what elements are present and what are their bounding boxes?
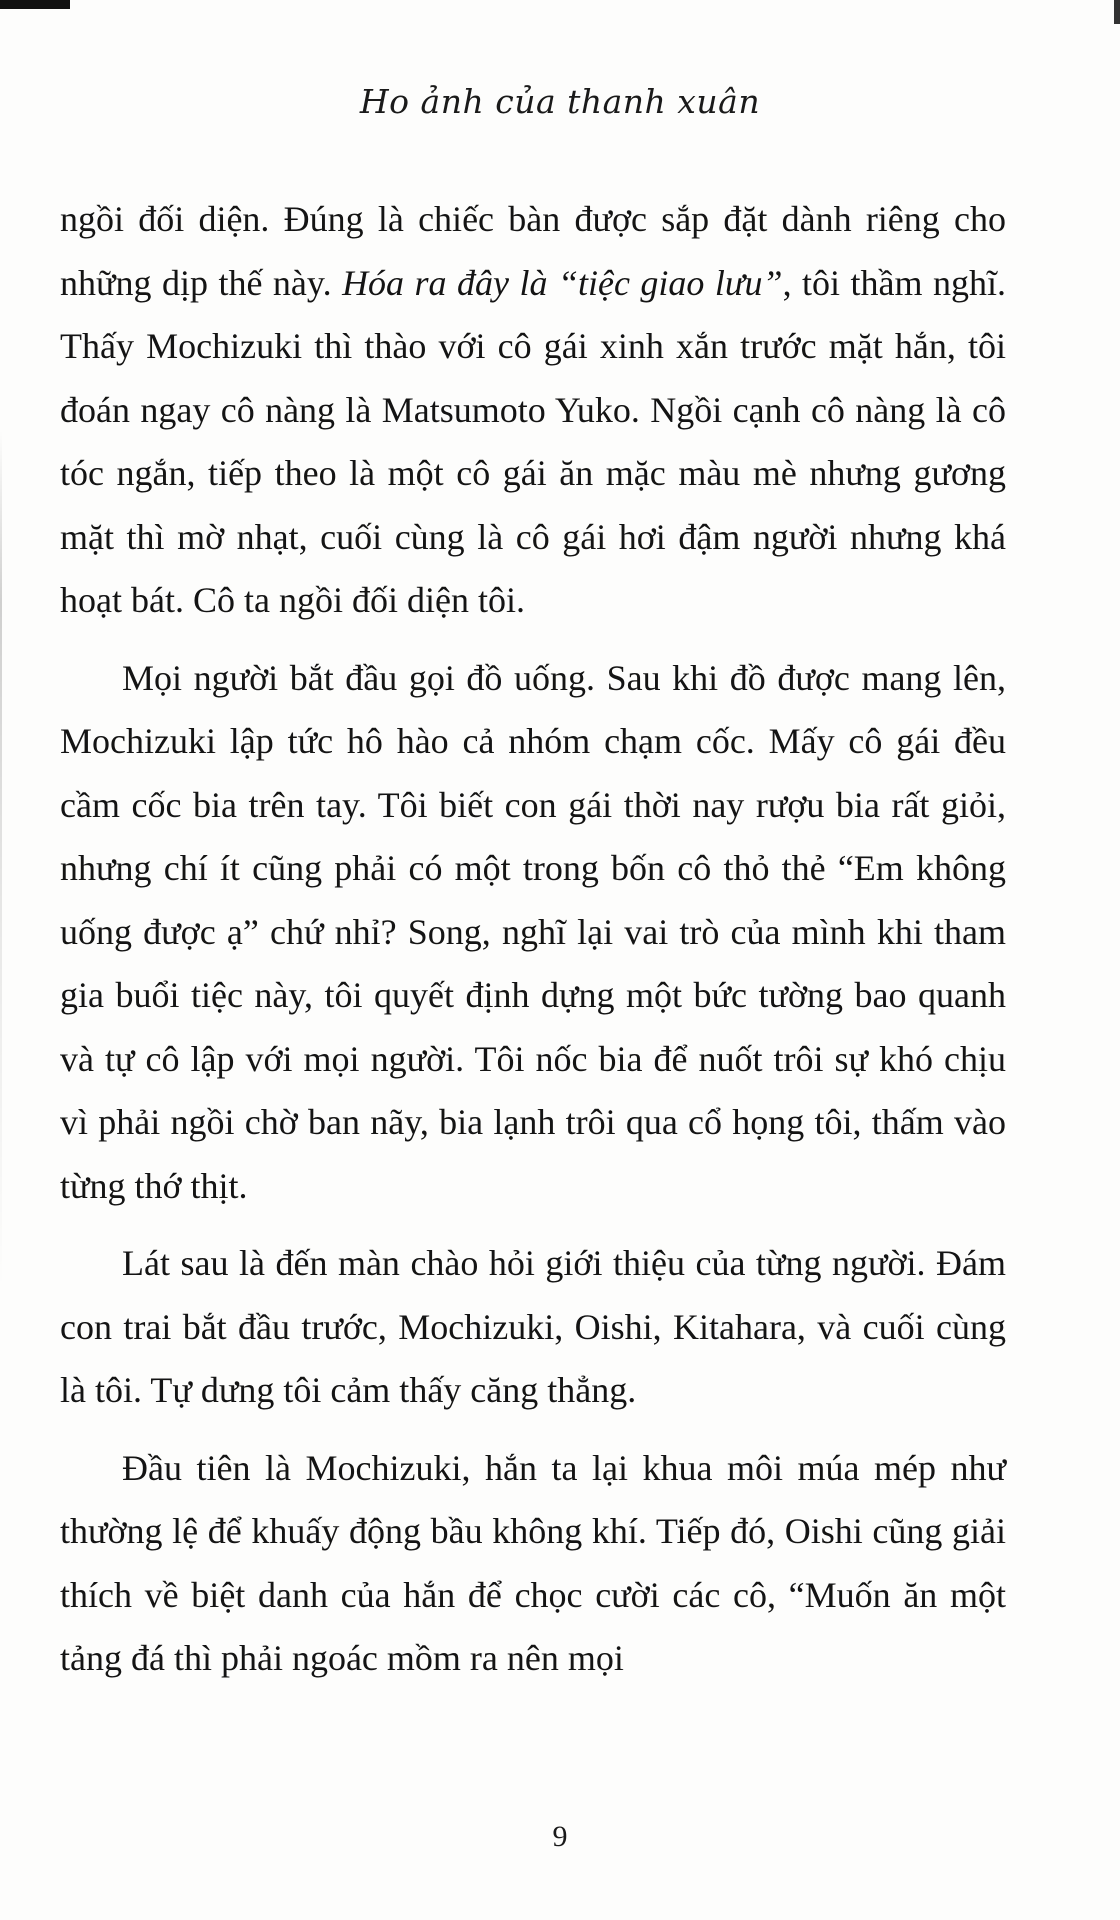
- scan-edge-mark-right: [1114, 0, 1120, 24]
- paragraph-1-italic: Hóa ra đây là “tiệc giao lưu”: [342, 262, 783, 303]
- page-gutter-shadow: [0, 430, 2, 1290]
- scan-edge-mark: [0, 0, 70, 9]
- running-title: Ho ảnh của thanh xuân: [359, 82, 761, 121]
- body-text: [60, 188, 1006, 1691]
- paragraph-2: Mọi người bắt đầu gọi đồ uống. Sau khi đồ được mang lên, Mochizuki lập tức hô hào cả nhóm chạm cốc. Mấy cô gái đều cầm cốc bia trên tay. Tôi biết con gái thời nay rượu bia rất giỏi, nhưng chí ít cũng phải có một trong bốn cô thỏ thẻ “Em không uống được ạ” chứ nhỉ? Song, nghĩ lại vai trò của mình khi tham gia buổi tiệc này, tôi quyết định dựng một bức tường bao quanh và tự cô lập với mọi người. Tôi nốc bia để nuốt trôi sự khó chịu vì phải ngồi chờ ban nãy, bia lạnh trôi qua cổ họng tôi, thấm vào từng thớ thịt.: [60, 657, 1006, 1206]
- page-number: 9: [552, 1820, 568, 1853]
- paragraph-1-part-2: , tôi thầm nghĩ. Thấy Mochizuki thì thào với cô gái xinh xắn trước mặt hắn, tôi đoán ngay cô nàng là Matsumoto Yuko. Ngồi cạnh cô nàng là cô tóc ngắn, tiếp theo là một cô gái ăn mặc màu mè nhưng gương mặt thì mờ nhạt, cuối cùng là cô gái hơi đậm người nhưng khá hoạt bát. Cô ta ngồi đối diện tôi.: [60, 262, 1007, 620]
- paragraph-4: Đầu tiên là Mochizuki, hắn ta lại khua môi múa mép như thường lệ để khuấy động bầu không khí. Tiếp đó, Oishi cũng giải thích về biệt danh của hắn để chọc cười các cô, “Muốn ăn một tảng đá thì phải ngoác mồm ra nên mọi: [60, 1447, 1006, 1678]
- paragraph-1-part-1: ngồi đối diện. Đúng là chiếc bàn được sắp đặt dành riêng cho những dịp thế này.: [60, 199, 1006, 303]
- paragraph-1: [60, 188, 1006, 633]
- paragraph-3: Lát sau là đến màn chào hỏi giới thiệu của từng người. Đám con trai bắt đầu trước, Mochizuki, Oishi, Kitahara, và cuối cùng là tôi. Tự dưng tôi cảm thấy căng thẳng.: [60, 1243, 1006, 1410]
